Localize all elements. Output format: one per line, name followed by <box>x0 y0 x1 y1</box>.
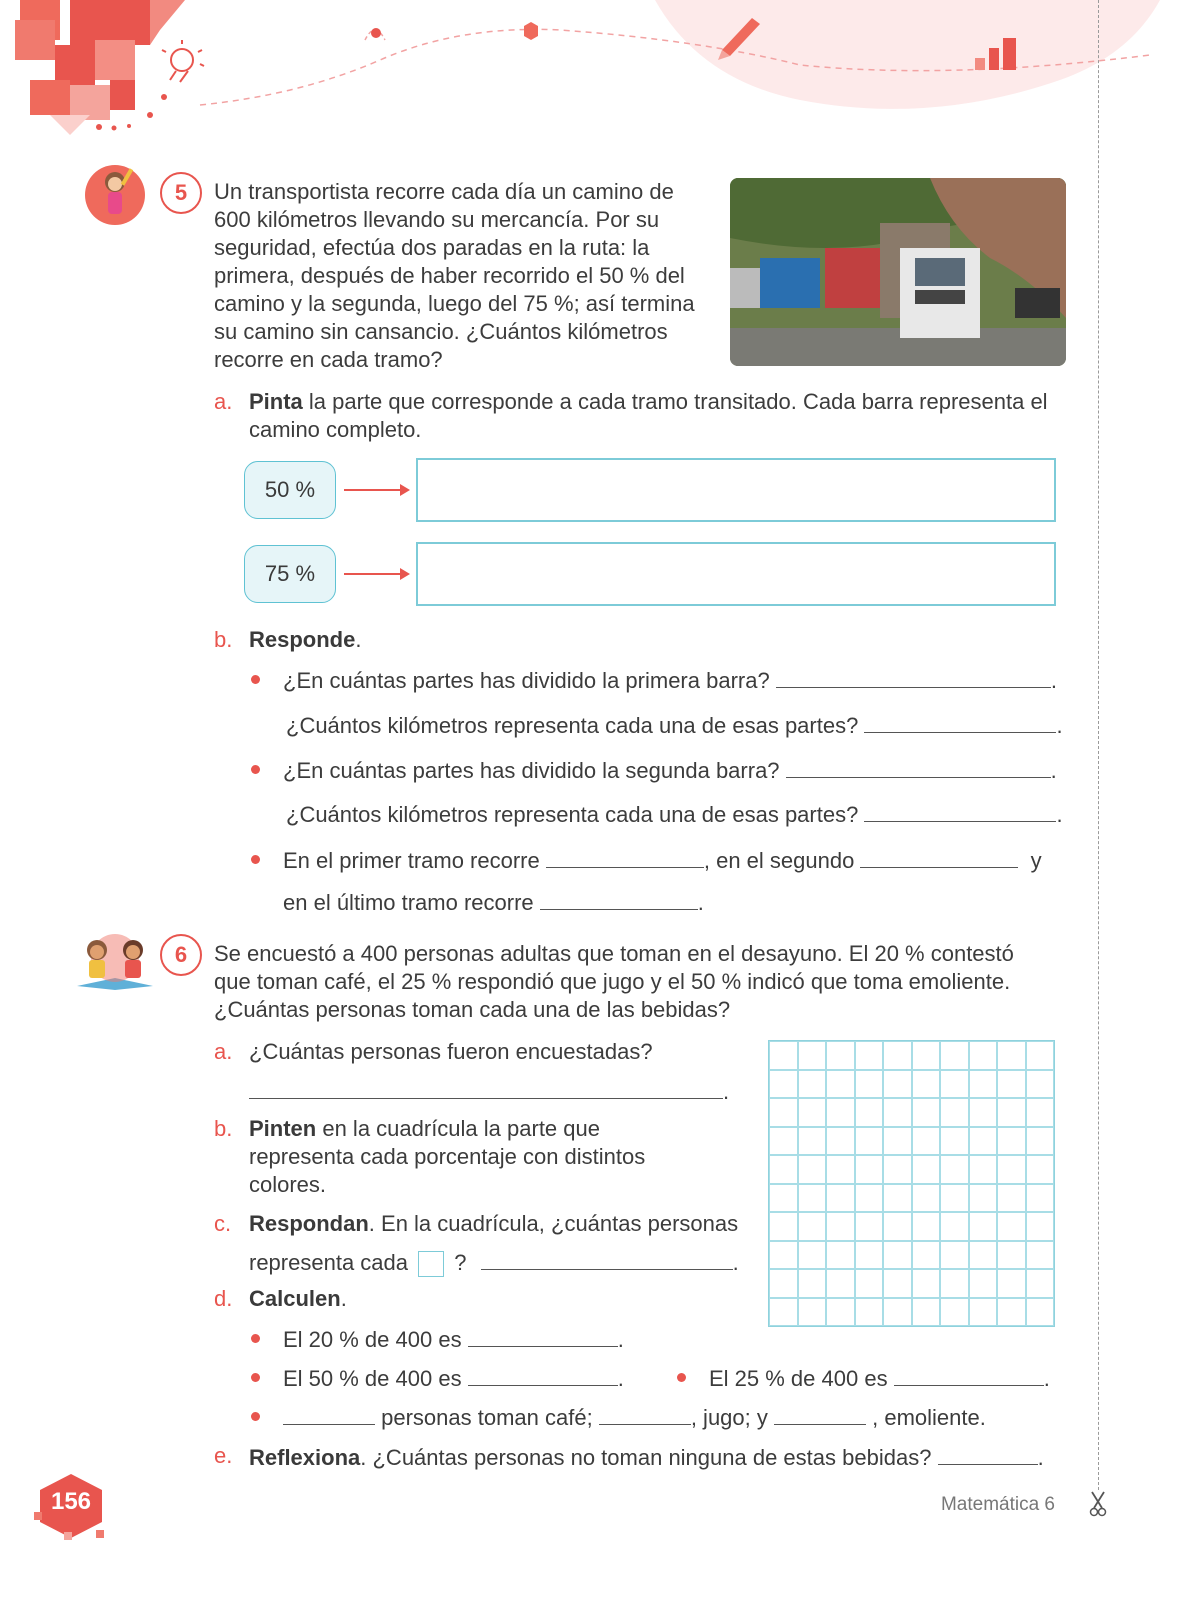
summary-text-a: personas toman café; <box>381 1405 593 1430</box>
grid-square-icon <box>418 1251 444 1277</box>
problem-6-part-a <box>214 1038 653 1066</box>
answer-blank[interactable] <box>481 1247 733 1270</box>
arrow-right-icon <box>344 489 408 491</box>
bullet <box>251 1373 260 1382</box>
bullet <box>251 1334 260 1343</box>
part-d-verb: Calculen <box>249 1286 341 1311</box>
bullet <box>251 855 260 864</box>
calc-50: El 50 % de 400 es . <box>283 1363 624 1393</box>
header-decoration <box>0 0 1193 150</box>
part-b-verb: Responde <box>249 627 356 652</box>
part-b-verb: Pinten <box>249 1116 317 1141</box>
girl-avatar-icon <box>85 160 150 230</box>
cubes-icon <box>15 0 185 135</box>
answer-blank[interactable] <box>283 1402 375 1425</box>
problem-5-part-b: b. Responde. <box>214 627 362 652</box>
answer-blank[interactable] <box>938 1442 1038 1465</box>
calc-summary <box>283 1402 986 1432</box>
answer-blank[interactable] <box>864 710 1056 733</box>
bullet <box>251 765 260 774</box>
trucks-photo <box>730 178 1066 366</box>
question-5-text-a: En el primer tramo recorre <box>283 848 540 873</box>
calc-50-text: El 50 % de 400 es <box>283 1366 462 1391</box>
question-5-text-b: , en el segundo <box>703 848 855 873</box>
bullet <box>251 1412 260 1421</box>
answer-blank[interactable] <box>776 665 1051 688</box>
answer-blank[interactable] <box>468 1324 618 1347</box>
part-a-letter: a. <box>214 1039 233 1064</box>
question-5 <box>283 845 1042 875</box>
part-a-verb: Pinta <box>249 389 303 414</box>
summary-text-b: , jugo; y <box>690 1405 768 1430</box>
arrow-right-icon <box>344 573 408 575</box>
answer-blank[interactable] <box>599 1402 691 1425</box>
part-b-text: en la cuadrícula la parte que representa cada porcentaje con distintos colores. <box>249 1116 646 1197</box>
kids-reading-icon <box>75 928 157 992</box>
part-c-letter: c. <box>214 1211 232 1236</box>
part-a-letter: a. <box>214 389 233 414</box>
part-e-letter: e. <box>214 1443 233 1468</box>
part-a-text: ¿Cuántas personas fueron encuestadas? <box>249 1039 653 1064</box>
question-1-text: ¿En cuántas partes has dividido la primera barra? <box>283 668 770 693</box>
problem-5-part-a <box>214 388 1074 442</box>
question-5-text-d: en el último tramo recorre <box>283 890 534 915</box>
percent-pill-75: 75 % <box>244 545 336 603</box>
question-5-text-c: y <box>1030 848 1042 873</box>
problem-5-number: 5 <box>160 172 202 214</box>
question-1: ¿En cuántas partes has dividido la primera barra? . <box>283 665 1057 695</box>
question-5-cont: en el último tramo recorre . <box>283 887 704 917</box>
part-b-letter: b. <box>214 627 233 652</box>
percent-pill-50: 50 % <box>244 461 336 519</box>
part-c-line2: representa cada ? . <box>249 1247 739 1277</box>
part-b-letter: b. <box>214 1116 233 1141</box>
location-pin-icon <box>365 28 385 40</box>
problem-6-number: 6 <box>160 934 202 976</box>
hundred-grid[interactable] <box>768 1040 1055 1327</box>
question-3: ¿En cuántas partes has dividido la segunda barra? . <box>283 755 1057 785</box>
cut-line <box>1098 0 1099 1490</box>
question-2-text: ¿Cuántos kilómetros representa cada una de esas partes? <box>286 713 859 738</box>
answer-blank[interactable] <box>540 887 698 910</box>
problem-6-statement: Se encuestó a 400 personas adultas que toman en el desayuno. El 20 % contestó que toman café, el 25 % respondió que jugo y el 50 % indicó que toma emoliente. ¿Cuántas personas toman cada una de las bebidas? <box>214 941 1014 1022</box>
answer-blank[interactable] <box>774 1402 866 1425</box>
answer-blank[interactable] <box>546 845 704 868</box>
scissors-icon <box>1088 1490 1108 1518</box>
answer-blank[interactable] <box>786 755 1051 778</box>
bullet <box>677 1373 686 1382</box>
answer-blank[interactable] <box>864 799 1056 822</box>
bullet <box>251 675 260 684</box>
question-4-text: ¿Cuántos kilómetros representa cada una de esas partes? <box>286 802 859 827</box>
summary-text-c: , emoliente. <box>872 1405 986 1430</box>
problem-5-statement: Un transportista recorre cada día un camino de 600 kilómetros llevando su mercancía. Por su seguridad, efectúa dos paradas en la ruta: la primera, después de haber recorrido el 50 % del camino y la segunda, luego del 75 %; así termina su camino sin cansancio. ¿Cuántos kilómetros recorre en cada tramo? <box>214 179 695 372</box>
problem-6-part-d: d. Calculen. <box>214 1286 347 1311</box>
cube-icon <box>524 22 538 40</box>
problem-6-part-e: e. Reflexiona. ¿Cuántas personas no toman ninguna de estas bebidas? . <box>214 1443 1044 1470</box>
calc-25-text: El 25 % de 400 es <box>709 1366 888 1391</box>
question-4: ¿Cuántos kilómetros representa cada una de esas partes? . <box>286 799 1063 829</box>
part-c-verb: Respondan <box>249 1211 369 1236</box>
part-e-text: . ¿Cuántas personas no toman ninguna de estas bebidas? <box>360 1445 932 1470</box>
book-title: Matemática 6 <box>940 1494 1055 1515</box>
part-a-answer-line: . <box>249 1076 729 1106</box>
question-3-text: ¿En cuántas partes has dividido la segunda barra? <box>283 758 780 783</box>
part-a-text: la parte que corresponde a cada tramo transitado. Cada barra representa el camino completo. <box>249 389 1048 442</box>
part-c-question-mark: ? <box>454 1250 467 1275</box>
answer-blank[interactable] <box>860 845 1018 868</box>
calc-25: El 25 % de 400 es . <box>709 1363 1050 1393</box>
answer-blank[interactable] <box>249 1076 723 1099</box>
part-e-verb: Reflexiona <box>249 1445 361 1470</box>
road-bar-75[interactable] <box>416 542 1056 606</box>
part-c-text: . En la cuadrícula, ¿cuántas personas <box>368 1211 739 1236</box>
page-number: 156 <box>50 1488 92 1515</box>
road-bar-50[interactable] <box>416 458 1056 522</box>
calc-20: El 20 % de 400 es . <box>283 1324 624 1354</box>
part-c-text2: representa cada <box>249 1250 408 1275</box>
answer-blank[interactable] <box>894 1363 1044 1386</box>
calc-20-text: El 20 % de 400 es <box>283 1327 462 1352</box>
problem-6-part-b <box>214 1115 646 1197</box>
answer-blank[interactable] <box>468 1363 618 1386</box>
part-d-letter: d. <box>214 1286 233 1311</box>
question-2: ¿Cuántos kilómetros representa cada una de esas partes? . <box>286 710 1063 740</box>
problem-6-part-c <box>214 1210 739 1238</box>
lightbulb-icon <box>162 40 204 82</box>
